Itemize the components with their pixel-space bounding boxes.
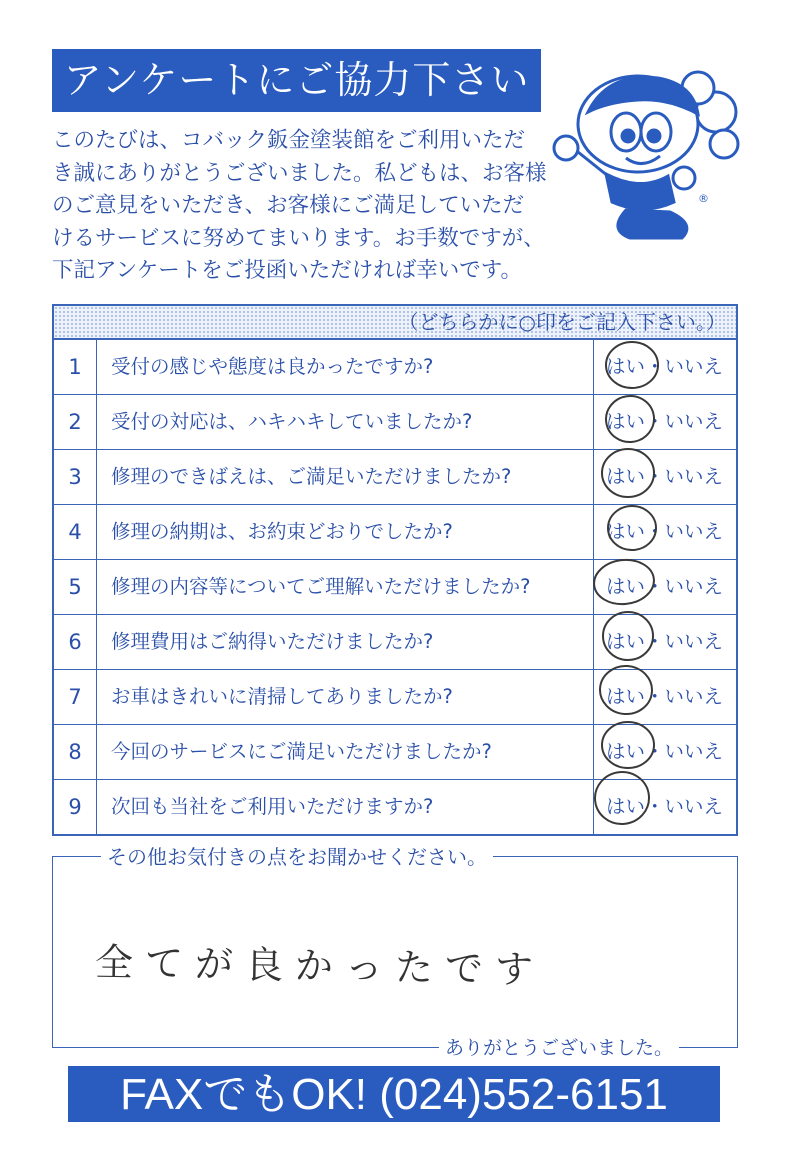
handwritten-comment: 全てが良かったです <box>94 940 546 992</box>
survey-row <box>54 780 736 834</box>
survey-row <box>54 725 736 780</box>
answer-options[interactable]: はい・いいえ <box>593 780 736 834</box>
question-number: 7 <box>54 670 97 724</box>
question-number: 3 <box>54 450 97 504</box>
survey-row <box>54 615 736 670</box>
comment-title: その他お気付きの点をお聞かせください。 <box>101 843 493 871</box>
intro-text <box>52 125 552 288</box>
svg-text:®: ® <box>698 192 709 205</box>
survey-row <box>54 450 736 505</box>
question-number: 8 <box>54 725 97 779</box>
page-title: アンケートにご協力下さい <box>52 49 541 112</box>
intro-line: けるサービスに努めてまいります。お手数ですが、 <box>52 225 545 251</box>
question-text: 受付の感じや態度は良かったですか? <box>111 355 434 378</box>
survey-instruction: （どちらかに○印をご記入下さい。） <box>54 306 736 340</box>
question-text: お車はきれいに清掃してありましたか? <box>111 685 453 708</box>
thanks-text: ありがとうございました。 <box>439 1034 679 1062</box>
question-number: 5 <box>54 560 97 614</box>
answer-options[interactable]: はい・いいえ <box>593 395 736 449</box>
survey-row <box>54 670 736 725</box>
survey-row <box>54 340 736 395</box>
question-text: 受付の対応は、ハキハキしていましたか? <box>111 410 473 433</box>
answer-options[interactable]: はい・いいえ <box>593 340 736 394</box>
survey-row <box>54 560 736 615</box>
mascot-character-icon <box>548 52 744 244</box>
question-number: 1 <box>54 340 97 394</box>
question-text: 今回のサービスにご満足いただけましたか? <box>111 740 492 763</box>
question-text: 修理の内容等についてご理解いただけましたか? <box>111 575 531 598</box>
question-text: 次回も当社をご利用いただけますか? <box>111 795 434 818</box>
answer-options[interactable]: はい・いいえ <box>593 670 736 724</box>
survey-row <box>54 395 736 450</box>
answer-options[interactable]: はい・いいえ <box>593 450 736 504</box>
answer-options[interactable]: はい・いいえ <box>593 560 736 614</box>
answer-options[interactable]: はい・いいえ <box>593 725 736 779</box>
intro-line: このたびは、コバック鈑金塗装館をご利用いただ <box>52 128 526 153</box>
question-text: 修理費用はご納得いただけましたか? <box>111 630 434 653</box>
intro-line: き誠にありがとうございました。私どもは、お客様 <box>52 160 547 186</box>
intro-line: 下記アンケートをご投函いただければ幸いです。 <box>52 258 522 283</box>
question-number: 6 <box>54 615 97 669</box>
question-text: 修理の納期は、お約束どおりでしたか? <box>111 520 453 543</box>
intro-line: のご意見をいただき、お客様にご満足していただ <box>52 193 525 218</box>
question-number: 4 <box>54 505 97 559</box>
fax-banner: FAXでもOK! (024)552-6151 <box>68 1066 720 1122</box>
survey-row <box>54 505 736 560</box>
answer-options[interactable]: はい・いいえ <box>593 615 736 669</box>
survey-table <box>52 304 738 836</box>
question-text: 修理のできばえは、ご満足いただけましたか? <box>111 465 512 488</box>
question-number: 2 <box>54 395 97 449</box>
question-number: 9 <box>54 780 97 834</box>
answer-options[interactable]: はい・いいえ <box>593 505 736 559</box>
